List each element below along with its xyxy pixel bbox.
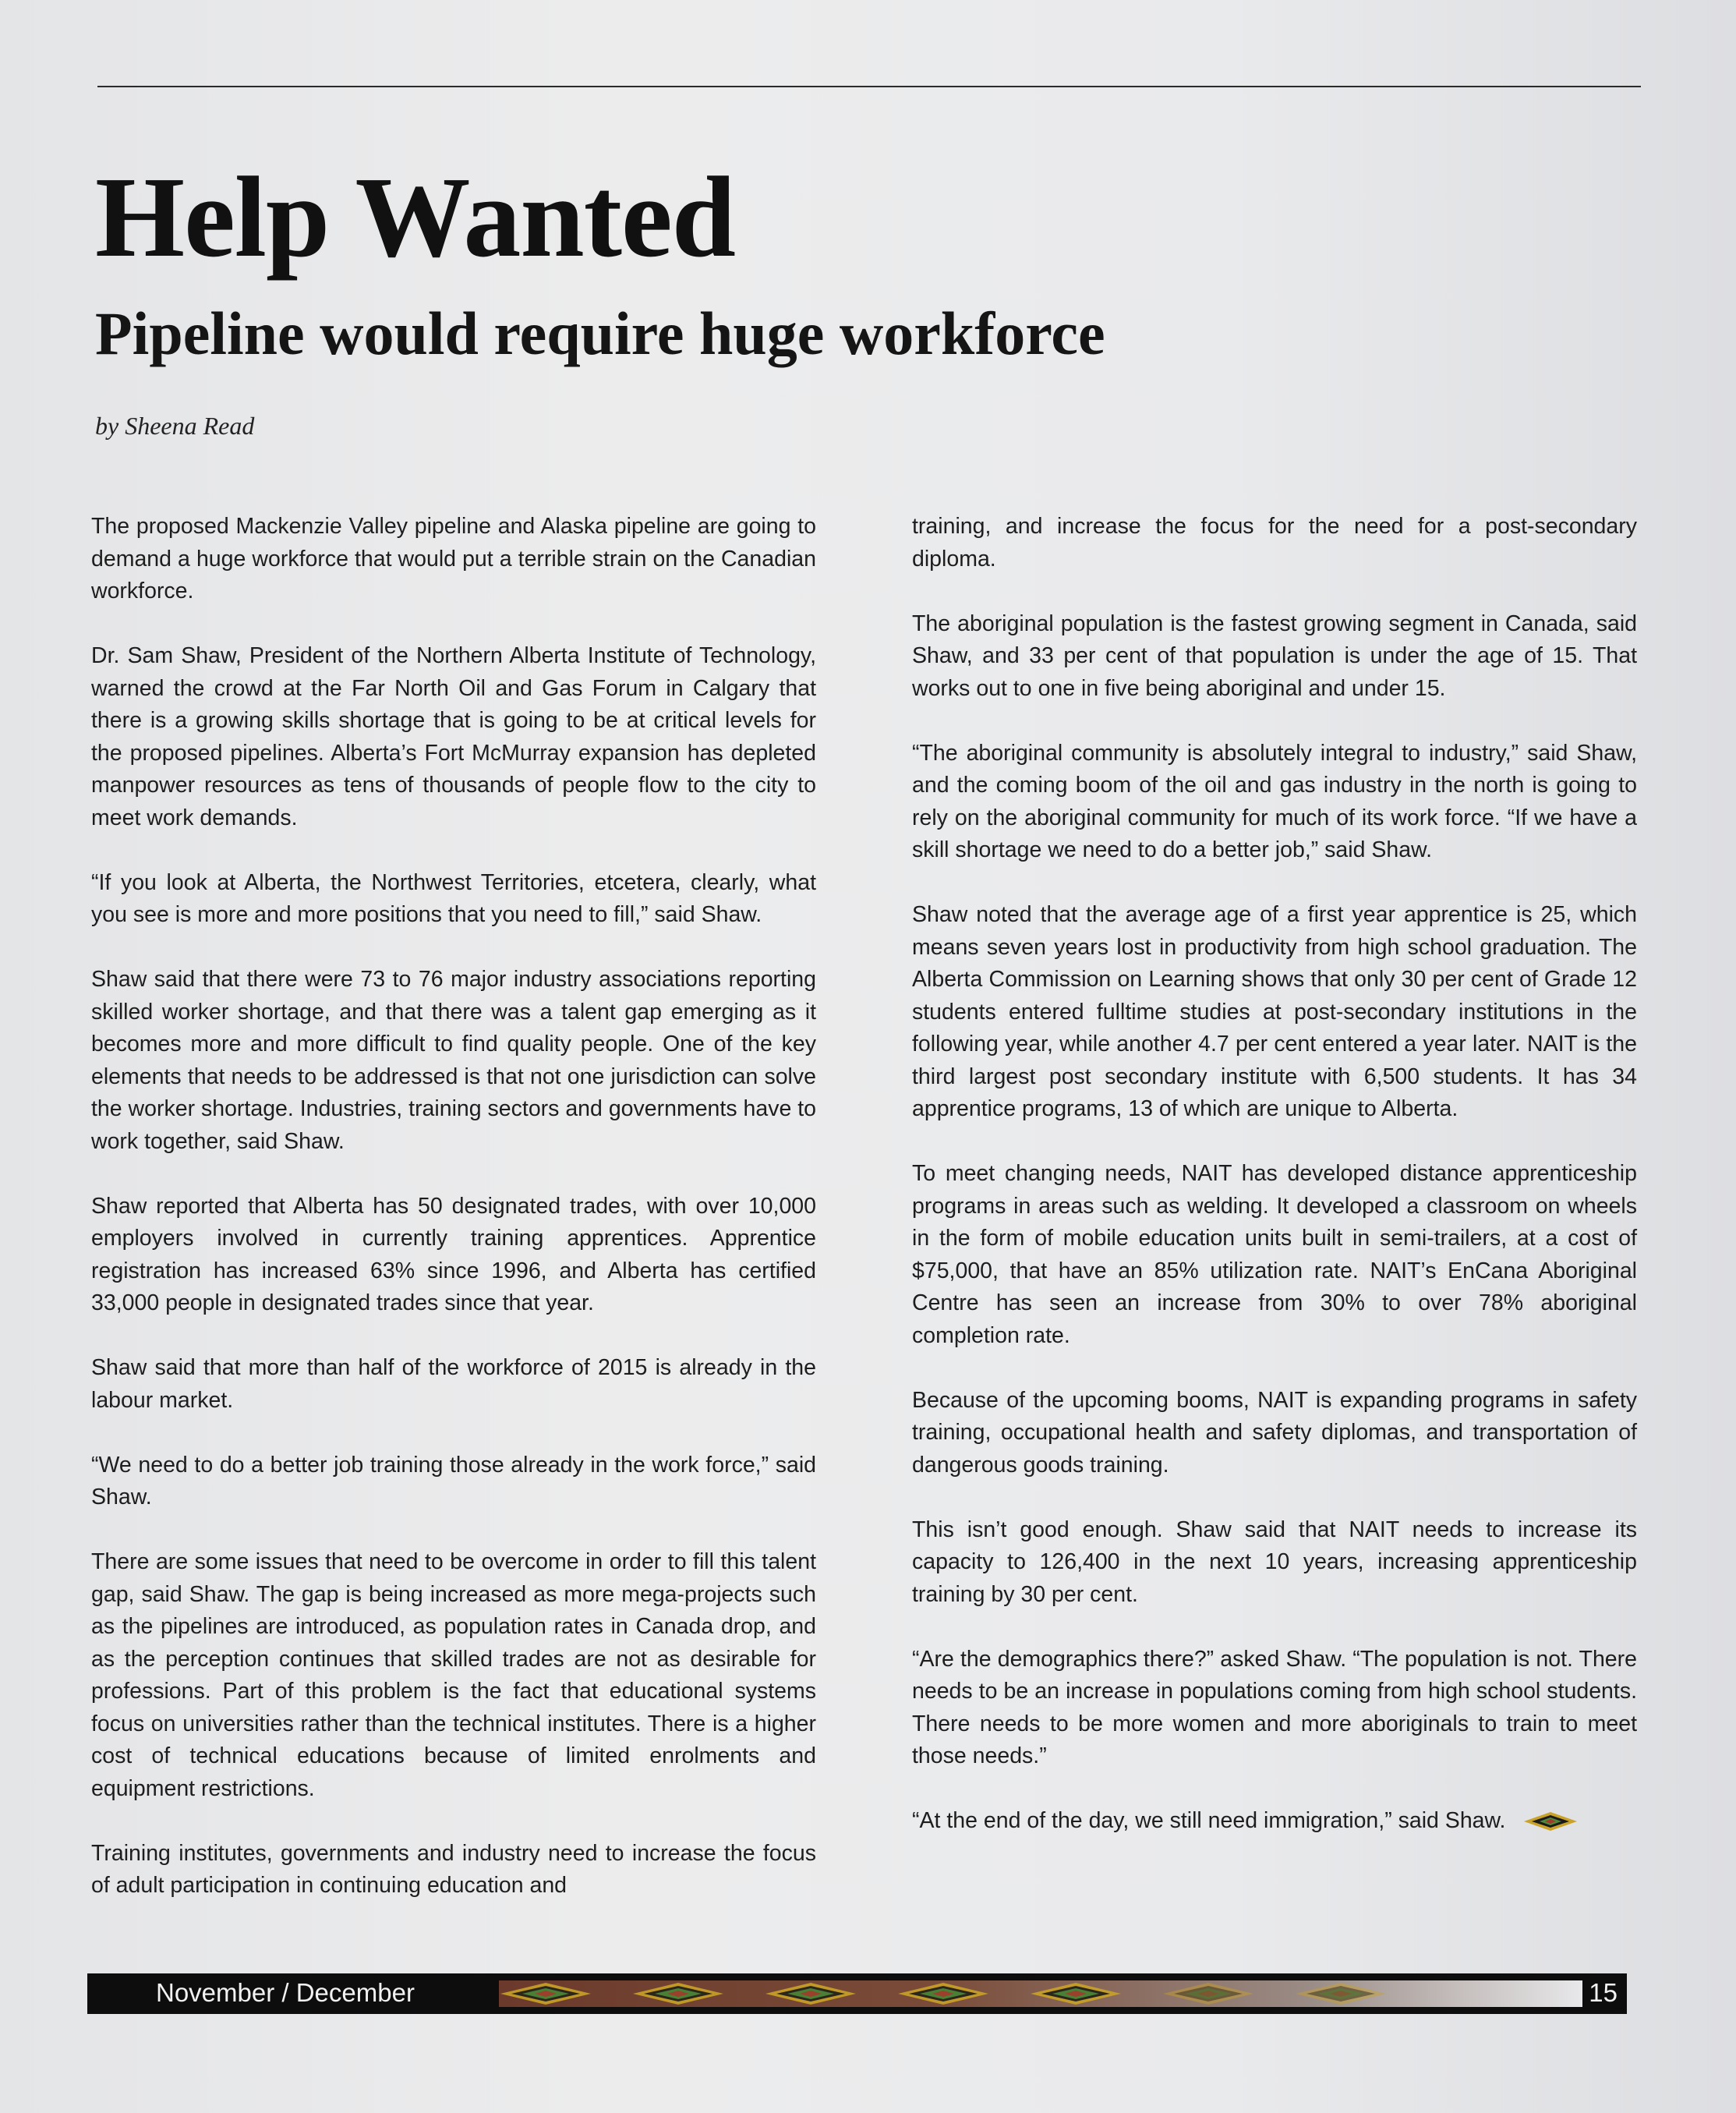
top-rule [97,86,1641,87]
right-paragraph-7: This isn’t good enough. Shaw said that NAIT needs to increase its capacity to 126,400 in the next 10 years, increasing apprenticeship training by 30 per cent. [912,1517,1637,1607]
right-paragraph-2: The aboriginal population is the fastest growing segment in Canada, said Shaw, and 33 per cent of that population is under the age of 15. That works out to one in five being aboriginal and under 15. [912,611,1637,701]
article-subhead: Pipeline would require huge workforce [95,299,1105,367]
woven-pattern-band [499,1980,1582,2007]
woven-diamond-pattern-icon [499,1980,1582,2007]
right-paragraph-6: Because of the upcoming booms, NAIT is expanding programs in safety training, occupational health and safety diplomas, and transportation of dangerous goods training. [912,1387,1637,1478]
closing-quote: “At the end of the day, we still need immigration,” said Shaw. [912,1808,1506,1833]
left-paragraph-1: The proposed Mackenzie Valley pipeline and Alaska pipeline are going to demand a huge workforce that would put a terrible strain on the Canadian workforce. [91,514,816,603]
left-paragraph-9: Training institutes, governments and industry need to increase the focus of adult participation in continuing education and [91,1840,816,1898]
right-paragraph-3: “The aboriginal community is absolutely integral to industry,” said Shaw, and the coming boom of the oil and gas industry in the north is going to rely on the aboriginal community for much of its work force. “If we have a skill shortage we need to do a better job,” said Shaw. [912,740,1637,862]
left-paragraph-8: There are some issues that need to be overcome in order to fill this talent gap, said Shaw. The gap is being increased as more mega-projects such as the pipelines are introduced, as population rates in Canada drop, and as the perception continues that skilled trades are not as desirable for professions. Part of this problem is the fact that educational systems focus on universities rather than the technical institutes. There is a higher cost of technical educations because of limited enrolments and equipment restrictions. [91,1549,816,1801]
article-headline: Help Wanted [95,154,735,281]
right-paragraph-9 [912,1805,1637,1838]
left-column [91,511,816,1934]
issue-label: November / December [156,1978,415,2007]
right-column [912,511,1637,1870]
left-paragraph-5: Shaw reported that Alberta has 50 designated trades, with over 10,000 employers involved in currently training apprentices. Apprentice registration has increased 63% since 1996, and Alberta has certified 33,000 people in designated trades since that year. [91,1193,816,1315]
left-paragraph-4: Shaw said that there were 73 to 76 major industry associations reporting skilled worker shortage, and that there was a talent gap emerging as it becomes more and more difficult to find quality people. One of the key elements that needs to be addressed is that not one jurisdiction can solve the worker shortage. Industries, training sectors and governments have to work together, said Shaw. [91,967,816,1154]
right-paragraph-4: Shaw noted that the average age of a first year apprentice is 25, which means seven years lost in productivity from high school graduation. The Alberta Commission on Learning shows that only 30 per cent of Grade 12 students entered fulltime studies at post-secondary institutions in the following year, while another 4.7 per cent entered a year later. NAIT is the third largest post secondary institute with 6,500 students. It has 34 apprentice programs, 13 of which are unique to Alberta. [912,902,1637,1121]
right-paragraph-5: To meet changing needs, NAIT has developed distance apprenticeship programs in areas such as welding. It developed a classroom on wheels in the form of mobile education units built in semi-trailers, at a cost of $75,000, that have an 85% utilization rate. NAIT’s EnCana Aboriginal Centre has seen an increase from 30% to over 78% aboriginal completion rate. [912,1161,1637,1348]
left-paragraph-7: “We need to do a better job training those already in the work force,” said Shaw. [91,1452,816,1510]
left-paragraph-6: Shaw said that more than half of the workforce of 2015 is already in the labour market. [91,1355,816,1413]
diamond-ornament-icon [1522,1811,1579,1832]
page-number: 15 [1589,1978,1618,2007]
right-paragraph-8: “Are the demographics there?” asked Shaw. “The population is not. There needs to be an increase in populations coming from high school students. There needs to be more women and more aboriginals to train to meet those needs.” [912,1646,1637,1768]
article-byline: by Sheena Read [95,412,255,440]
left-paragraph-3: “If you look at Alberta, the Northwest Territories, etcetera, clearly, what you see is more and more positions that you need to fill,” said Shaw. [91,869,816,927]
right-paragraph-1: training, and increase the focus for the need for a post-secondary diploma. [912,514,1637,572]
footer-bar [87,1973,1627,2014]
left-paragraph-2: Dr. Sam Shaw, President of the Northern Alberta Institute of Technology, warned the crowd at the Far North Oil and Gas Forum in Calgary that there is a growing skills shortage that is going to be at critical levels for the proposed pipelines. Alberta’s Fort McMurray expansion has depleted manpower resources as tens of thousands of people flow to the city to meet work demands. [91,643,816,830]
